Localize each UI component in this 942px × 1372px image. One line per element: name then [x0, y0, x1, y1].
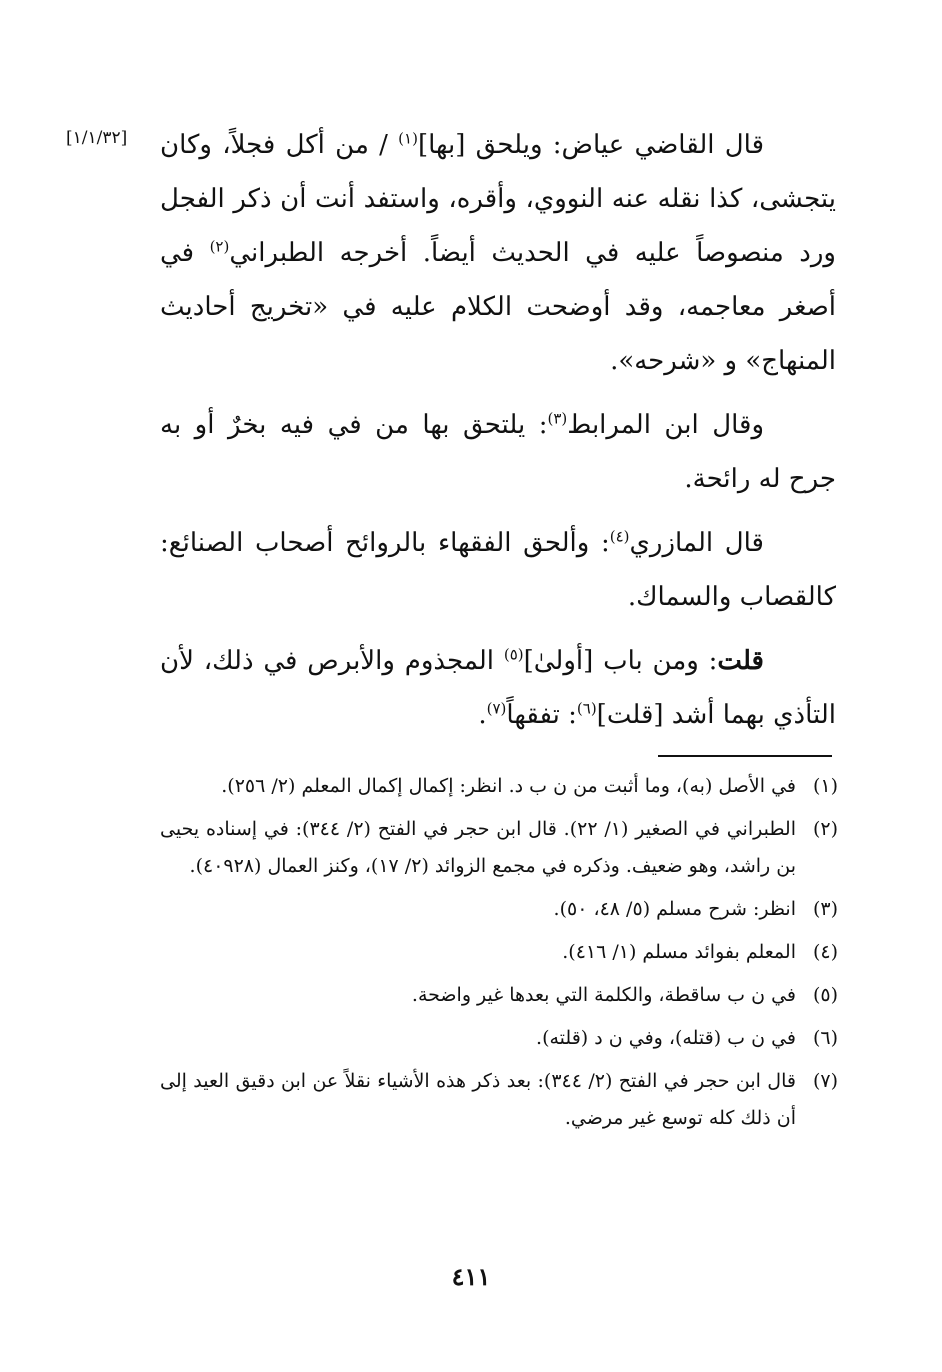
margin-manuscript-reference: [١/١/٣٢] — [66, 128, 128, 148]
paragraph-1 — [160, 118, 836, 388]
footnote-ref-6: (٦) — [576, 699, 597, 718]
footnote-ref-2: (٢) — [209, 237, 230, 256]
page-number: ٤١١ — [451, 1262, 491, 1291]
paragraph-3-text-a: قال المازري — [629, 528, 764, 558]
paragraph-1-text-b: / من أكل فجلاً، وكان يتجشى، كذا نقله عنه النووي، وأقره، واستفد أنت أن ذكر الفجل ورد منصوصاً عليه في الحديث أيضاً. أخرجه الطبراني — [160, 130, 836, 268]
paragraph-2-text-a: وقال ابن المرابط — [567, 410, 764, 440]
footnote-2 — [160, 811, 838, 885]
footnote-ref-7: (٧) — [486, 699, 507, 718]
main-text — [160, 118, 836, 752]
footnotes — [160, 768, 838, 1143]
footnote-number: (٣) — [812, 898, 838, 920]
footnote-4 — [160, 934, 838, 971]
footnote-text: في ن ب ساقطة، والكلمة التي بعدها غير واضحة. — [411, 984, 796, 1006]
footnote-number: (٦) — [812, 1027, 838, 1049]
paragraph-1-text-c: في أصغر معاجمه، وقد أوضحت الكلام عليه في «تخريج أحاديث المنهاج» و «شرحه». — [160, 238, 836, 376]
paragraph-4-text-d: . — [478, 700, 487, 730]
paragraph-2-text-b: : يلتحق بها من في فيه بخرٌ أو به جرح له رائحة. — [160, 410, 836, 494]
footnote-6 — [160, 1020, 838, 1057]
paragraph-4-lead: قلت — [717, 646, 764, 676]
paragraph-4 — [160, 634, 836, 742]
footnote-number: (٥) — [812, 984, 838, 1006]
footnote-3 — [160, 891, 838, 928]
footnote-ref-4: (٤) — [609, 527, 630, 546]
paragraph-3 — [160, 516, 836, 624]
footnote-1 — [160, 768, 838, 805]
footnote-text: الطبراني في الصغير (١/ ٢٢). قال ابن حجر في الفتح (٢/ ٣٤٤): في إسناده يحيى بن راشد، وهو ضعيف. وذكره في مجمع الزوائد (٢/ ١٧)، وكنز العمال (٤٠٩٢٨). — [160, 818, 796, 877]
paragraph-4-text-b: المجذوم والأبرص في ذلك، لأن التأذي بهما أشد [قلت] — [160, 646, 836, 730]
footnote-ref-5: (٥) — [503, 645, 524, 664]
footnote-number: (٧) — [812, 1070, 838, 1092]
footnote-number: (٤) — [812, 941, 838, 963]
paragraph-1-text-a: قال القاضي عياض: ويلحق [بها] — [417, 130, 764, 160]
footnote-text: قال ابن حجر في الفتح (٢/ ٣٤٤): بعد ذكر هذه الأشياء نقلاً عن ابن دقيق العيد إلى أن ذلك كله توسع غير مرضي. — [160, 1070, 796, 1129]
footnote-number: (٢) — [812, 818, 838, 840]
footnote-ref-3: (٣) — [547, 409, 568, 428]
footnote-text: المعلم بفوائد مسلم (١/ ٤١٦). — [562, 941, 796, 963]
footnote-ref-1: (١) — [398, 129, 418, 148]
paragraph-4-text-a: : ومن باب [أولىٰ] — [523, 646, 718, 676]
footnote-number: (١) — [812, 775, 838, 797]
footnote-text: انظر: شرح مسلم (٥/ ٤٨، ٥٠). — [553, 898, 796, 920]
footnote-text: في الأصل (به)، وما أثبت من ن ب د. انظر: إكمال إكمال المعلم (٢/ ٢٥٦). — [221, 775, 796, 797]
footnote-text: في ن ب (قتله)، وفي ن د (قلته). — [536, 1027, 796, 1049]
paragraph-2 — [160, 398, 836, 506]
paragraph-3-text-b: : وألحق الفقهاء بالروائح أصحاب الصنائع: كالقصاب والسماك. — [160, 528, 836, 612]
footnote-7 — [160, 1063, 838, 1137]
footnote-5 — [160, 977, 838, 1014]
paragraph-4-text-c: : تفقهاً — [506, 700, 577, 730]
footnote-separator — [658, 755, 832, 757]
